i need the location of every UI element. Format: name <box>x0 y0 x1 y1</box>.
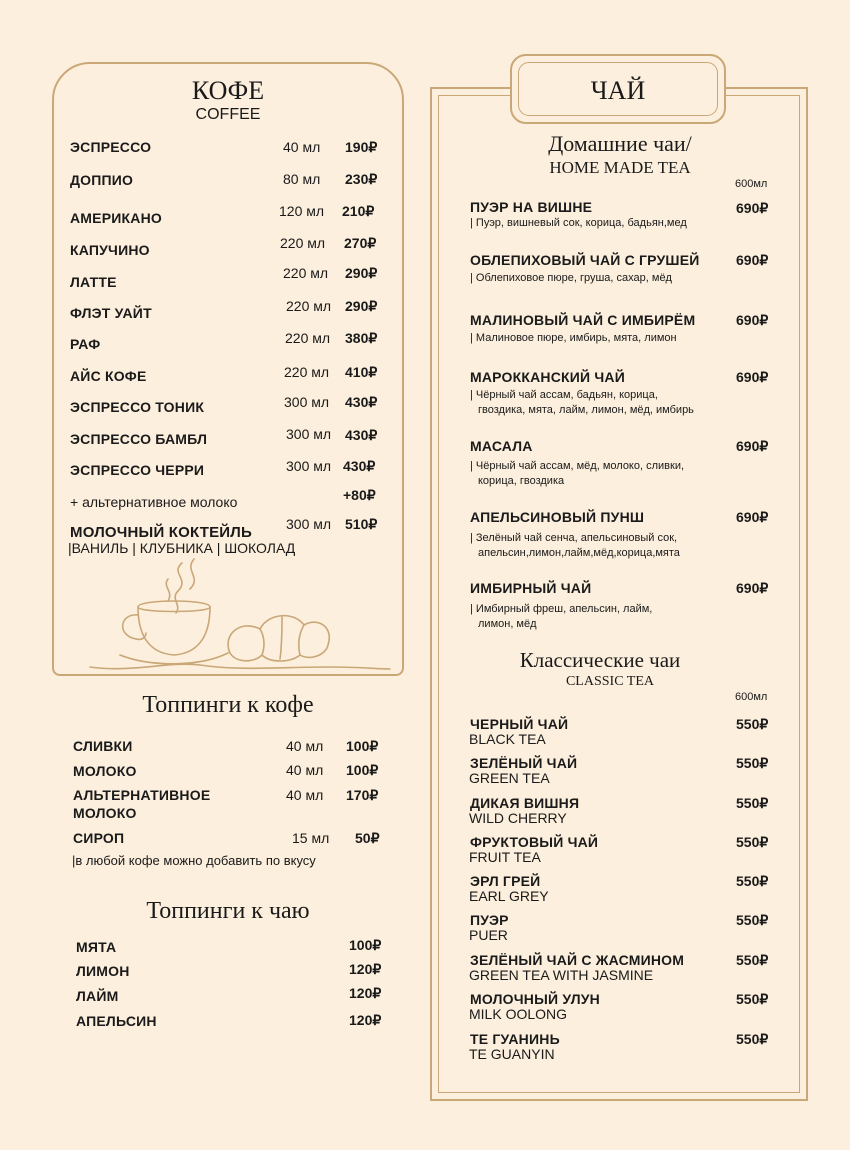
tea-topping-name: МЯТА <box>76 939 117 955</box>
coffee-item-price: 290₽ <box>345 265 378 281</box>
tea-item-name: МАЛИНОВЫЙ ЧАЙ С ИМБИРЁМ <box>470 312 696 328</box>
coffee-item-volume: 220 мл <box>280 235 326 251</box>
coffee-item-price: 380₽ <box>345 330 378 346</box>
coffee-item-name: КАПУЧИНО <box>70 242 150 258</box>
classic-tea-subtitle: CLASSIC TEA <box>565 674 655 689</box>
coffee-item-price: 210₽ <box>342 203 375 219</box>
classic-tea-en: GREEN TEA <box>469 770 550 786</box>
tea-topping-price: 100₽ <box>349 937 382 953</box>
classic-tea-name: ЭРЛ ГРЕЙ <box>470 873 541 889</box>
coffee-toppings-title: Топпинги к кофе <box>142 692 314 718</box>
topping-name: СЛИВКИ <box>73 738 133 754</box>
topping-name-line2: МОЛОКО <box>73 805 137 821</box>
tea-item-price: 690₽ <box>736 509 769 525</box>
tea-item-name: ПУЭР НА ВИШНЕ <box>470 199 593 215</box>
topping-volume: 40 мл <box>286 762 324 778</box>
tea-item-desc: | Имбирный фреш, апельсин, лайм, <box>470 603 653 615</box>
coffee-item-name: ЭСПРЕССО <box>70 139 152 155</box>
classic-tea-name: ПУЭР <box>470 912 509 928</box>
classic-tea-price: 550₽ <box>736 755 769 771</box>
tea-title: ЧАЙ <box>590 76 646 105</box>
tea-item-name: МАРОККАНСКИЙ ЧАЙ <box>470 369 626 385</box>
coffee-item-name: РАФ <box>70 336 101 352</box>
tea-item-price: 690₽ <box>736 580 769 596</box>
coffee-item-volume: 300 мл <box>286 426 332 442</box>
classic-tea-price: 550₽ <box>736 873 769 889</box>
tea-item-desc: | Зелёный чай сенча, апельсиновый сок, <box>470 532 678 544</box>
tea-toppings-title: Топпинги к чаю <box>146 898 310 924</box>
classic-tea-name: ТЕ ГУАНИНЬ <box>470 1031 560 1047</box>
classic-tea-price: 550₽ <box>736 912 769 928</box>
classic-tea-en: PUER <box>469 927 508 943</box>
coffee-item-price: 430₽ <box>345 427 378 443</box>
tea-item-price: 690₽ <box>736 252 769 268</box>
classic-tea-title: Классические чаи <box>519 648 681 672</box>
coffee-item-name: ЭСПРЕССО ЧЕРРИ <box>70 462 205 478</box>
tea-item-desc-line2: апельсин,лимон,лайм,мёд,корица,мята <box>478 547 680 559</box>
topping-price: 100₽ <box>346 738 379 754</box>
classic-tea-en: FRUIT TEA <box>469 849 541 865</box>
coffee-item-price: 230₽ <box>345 171 378 187</box>
tea-item-desc: | Облепиховое пюре, груша, сахар, мёд <box>470 272 672 284</box>
tea-item-name: ИМБИРНЫЙ ЧАЙ <box>470 580 592 596</box>
coffee-item-volume: 120 мл <box>279 203 325 219</box>
classic-tea-price: 550₽ <box>736 716 769 732</box>
coffee-item-volume: 220 мл <box>283 265 329 281</box>
milkshake-name: МОЛОЧНЫЙ КОКТЕЙЛЬ <box>70 524 252 541</box>
topping-volume: 15 мл <box>292 830 330 846</box>
tea-item-price: 690₽ <box>736 312 769 328</box>
classic-tea-en: MILK OOLONG <box>469 1006 568 1022</box>
tea-item-desc: | Пуэр, вишневый сок, корица, бадьян,мед <box>470 217 687 229</box>
coffee-item-volume: 80 мл <box>283 171 321 187</box>
coffee-cup-croissant-icon <box>90 555 390 675</box>
topping-name: АЛЬТЕРНАТИВНОЕ <box>73 787 211 803</box>
coffee-item-name: АМЕРИКАНО <box>70 210 162 226</box>
milkshake-flavors: |ВАНИЛЬ | КЛУБНИКА | ШОКОЛАД <box>68 540 296 556</box>
tea-item-name: ОБЛЕПИХОВЫЙ ЧАЙ С ГРУШЕЙ <box>470 252 700 268</box>
tea-item-desc: | Чёрный чай ассам, мёд, молоко, сливки, <box>470 460 685 472</box>
coffee-item-name: ДОППИО <box>70 172 134 188</box>
topping-price: 50₽ <box>355 830 380 846</box>
classic-tea-price: 550₽ <box>736 952 769 968</box>
coffee-item-name: ЛАТТЕ <box>70 274 117 290</box>
tea-item-price: 690₽ <box>736 200 769 216</box>
tea-topping-name: АПЕЛЬСИН <box>76 1013 157 1029</box>
coffee-item-price: 270₽ <box>344 235 377 251</box>
classic-tea-name: ЗЕЛЁНЫЙ ЧАЙ <box>470 755 578 771</box>
tea-item-desc-line2: гвоздика, мята, лайм, лимон, мёд, имбирь <box>478 404 694 416</box>
coffee-item-volume: 300 мл <box>284 394 330 410</box>
tea-item-price: 690₽ <box>736 369 769 385</box>
classic-tea-name: ДИКАЯ ВИШНЯ <box>470 795 580 811</box>
coffee-item-name: ЭСПРЕССО ТОНИК <box>70 399 205 415</box>
tea-item-name: МАСАЛА <box>470 438 533 454</box>
topping-price: 100₽ <box>346 762 379 778</box>
classic-tea-name: ФРУКТОВЫЙ ЧАЙ <box>470 834 599 850</box>
home-tea-title: Домашние чаи/ <box>548 131 692 156</box>
tea-topping-name: ЛИМОН <box>76 963 130 979</box>
toppings-note: |в любой кофе можно добавить по вкусу <box>72 853 316 868</box>
classic-tea-name: МОЛОЧНЫЙ УЛУН <box>470 991 600 1007</box>
tea-item-desc-line2: лимон, мёд <box>478 618 537 630</box>
classic-tea-en: TE GUANYIN <box>469 1046 555 1062</box>
alt-milk-price: +80₽ <box>343 487 376 503</box>
classic-tea-name: ЗЕЛЁНЫЙ ЧАЙ С ЖАСМИНОМ <box>470 952 685 968</box>
coffee-item-volume: 300 мл <box>286 458 332 474</box>
topping-volume: 40 мл <box>286 738 324 754</box>
coffee-item-name: АЙС КОФЕ <box>70 368 147 384</box>
tea-topping-name: ЛАЙМ <box>76 988 119 1004</box>
topping-name: МОЛОКО <box>73 763 137 779</box>
tea-item-price: 690₽ <box>736 438 769 454</box>
home-tea-subtitle: HOME MADE TEA <box>549 158 691 177</box>
tea-item-name: АПЕЛЬСИНОВЫЙ ПУНШ <box>470 509 645 525</box>
tea-item-desc: | Чёрный чай ассам, бадьян, корица, <box>470 389 658 401</box>
milkshake-volume: 300 мл <box>286 516 332 532</box>
coffee-item-price: 290₽ <box>345 298 378 314</box>
coffee-item-price: 190₽ <box>345 139 378 155</box>
milkshake-price: 510₽ <box>345 516 378 532</box>
topping-volume: 40 мл <box>286 787 324 803</box>
classic-tea-en: EARL GREY <box>469 888 549 904</box>
classic-tea-price: 550₽ <box>736 834 769 850</box>
coffee-item-price: 410₽ <box>345 364 378 380</box>
tea-topping-price: 120₽ <box>349 961 382 977</box>
alt-milk-label: + альтернативное молоко <box>70 494 238 510</box>
tea-item-desc-line2: корица, гвоздика <box>478 475 565 487</box>
topping-price: 170₽ <box>346 787 379 803</box>
tea-topping-price: 120₽ <box>349 985 382 1001</box>
coffee-item-name: ФЛЭТ УАЙТ <box>70 305 152 321</box>
classic-tea-price: 550₽ <box>736 991 769 1007</box>
classic-tea-volume: 600мл <box>735 691 768 703</box>
coffee-item-volume: 40 мл <box>283 139 321 155</box>
coffee-item-volume: 220 мл <box>284 364 330 380</box>
coffee-item-name: ЭСПРЕССО БАМБЛ <box>70 431 208 447</box>
classic-tea-en: WILD CHERRY <box>469 810 567 826</box>
tea-topping-price: 120₽ <box>349 1012 382 1028</box>
classic-tea-en: BLACK TEA <box>469 731 546 747</box>
coffee-item-volume: 220 мл <box>286 298 332 314</box>
coffee-item-price: 430₽ <box>345 394 378 410</box>
tea-item-desc: | Малиновое пюре, имбирь, мята, лимон <box>470 332 677 344</box>
classic-tea-en: GREEN TEA WITH JASMINE <box>469 967 654 983</box>
classic-tea-price: 550₽ <box>736 1031 769 1047</box>
home-tea-volume: 600мл <box>735 178 768 190</box>
classic-tea-price: 550₽ <box>736 795 769 811</box>
coffee-title: КОФЕ <box>191 76 265 105</box>
classic-tea-name: ЧЕРНЫЙ ЧАЙ <box>470 716 569 732</box>
coffee-item-price: 430₽ <box>343 458 376 474</box>
coffee-subtitle: COFFEE <box>195 106 261 123</box>
topping-name: СИРОП <box>73 830 125 846</box>
coffee-item-volume: 220 мл <box>285 330 331 346</box>
